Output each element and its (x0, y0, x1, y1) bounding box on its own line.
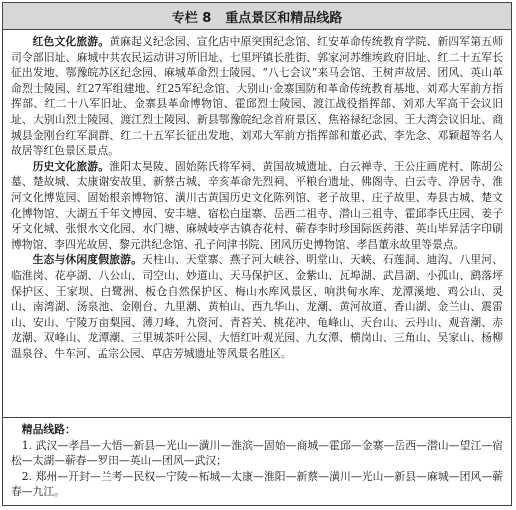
section-lead: 红色文化旅游。 (32, 35, 110, 48)
section-history-tourism (11, 159, 503, 253)
section-red-tourism (11, 34, 503, 159)
box-header (3, 3, 511, 30)
routes-section (3, 417, 511, 505)
box-body (3, 30, 511, 417)
route-item: 1. 武汉—孝昌—大悟—新县—光山—潢川—淮滨—固始—商城—霍邱—金寨—岳西—潜山—望江—宿松—太湖—蕲春—罗田—英山—团风—武汉； (11, 438, 503, 468)
route-item: 2. 郑州—开封—兰考—民权—宁陵—柘城—太康—淮阳—新蔡—潢川—光山—新县—麻城—团风—蕲春—九江。 (11, 469, 503, 499)
routes-title: 精品线路： (21, 423, 76, 437)
section-text: 天柱山、天堂寨、燕子河大峡谷、明堂山、天峡、石莲洞、迪沟、八里河、临淮岗、花亭湖、八公山、司空山、妙道山、天马保护区、金紫山、瓦埠湖、武昌湖、小孤山、鹞落坪保护区、王家坝、白鹭洲、板仓自然保护区、梅山水库风景区、响洪甸水库、龙潭溪地、鸡公山、灵山、南湾湖、汤泉池、金刚台、九里潮、黄柏山、西九华山、龙潮、黄河故道、香山湖、金兰山、震雷山、安山、宁陵万亩梨园、薄刀峰、九资河、青苔关、桃花冲、龟峰山、天台山、云丹山、观音潮、赤龙潮、双峰山、龙潭潮、三里城茶叶公园、大悟红叶观光园、九女潭、横岗山、三角山、吴家山、杨柳温泉谷、牛车河、孟宗公园、草店芳城遗址等风景名胜区。 (11, 253, 504, 360)
section-text: 淮阳太昊陵、固始陈氏将军祠、黄国故城遗址、白云禅寺、王公庄画虎村、陈胡公墓、楚故城、太康谢安故里、新蔡古城、辛亥革命先烈祠、平粮台遗址、佛阁寺、白云寺、净居寺、淮河文化博览园、固始根亲博物馆、潢川古黄国历史文化陈列馆、老子故里、庄子故里、寿县古城、楚文化博物馆、大湖五千年文博园、安丰塘、宿松白崖寨、岳西二祖寺、潜山三祖寺、霍邱李氏庄园、姜子牙文化城、张恨水文化园、水门塘、麻城岐亭古镇杏花村、蕲春李时珍国际医药港、英山毕昇活字印刷博物馆、李四光故居、黎元洪纪念馆、孔子问津书院、团风历史博物馆、孝昌董永故里等景点。 (11, 159, 504, 251)
box-title: 重点景区和精品线路 (225, 10, 343, 26)
section-eco-tourism (11, 252, 503, 361)
section-text: 黄麻起义纪念园、宣化店中原突围纪念馆、红安革命传统教育学院、新四军第五师司令部旧址、麻城中共农民运动讲习所旧址、七里坪镇长胜街、郭家河苏维埃政府旧址、红二十五军长征出发地、鄂豫皖苏区纪念园、麻城革命烈士陵园、“八七会议”来马会馆、王树声故居、团风、英山革命烈士陵园、红27军组建地、红25军纪念馆、大别山·金寨国防和革命传统教育基地、刘邓大军前方指挥部、红二十八军旧址、金寨县革命博物馆、霍邱烈士陵园、渡江战役指挥部、刘邓大军高干会议旧址、大别山烈士陵园、渡江烈士陵园、新县鄂豫皖纪念首府景区、焦裕禄纪念园、王大湾会议旧址、商城县金刚台红军洞群、红二十五军长征出发地、刘邓大军前方指挥部和董必武、李先念、邓颖超等名人故居等红色景区景点。 (11, 35, 504, 158)
section-lead: 历史文化旅游。 (32, 159, 110, 173)
feature-box (2, 2, 512, 506)
section-lead: 生态与休闲度假旅游。 (32, 253, 143, 267)
box-number: 专栏 8 (171, 10, 212, 26)
